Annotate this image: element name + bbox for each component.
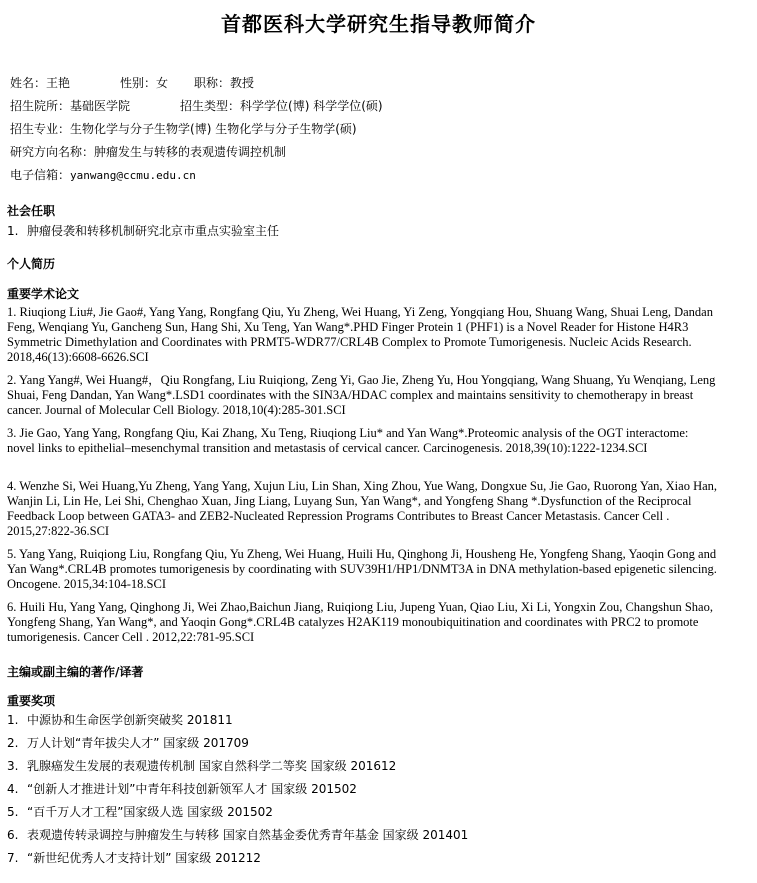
papers-heading: 重要学术论文	[7, 287, 80, 301]
award-item	[7, 734, 249, 751]
award-item-text: 乳腺癌发生发展的表观遗传机制 国家自然科学二等奖 国家级 201612	[27, 759, 397, 773]
award-item-text: “创新人才推进计划”中青年科技创新领军人才 国家级 201502	[27, 782, 357, 796]
social-heading: 社会任职	[7, 204, 56, 218]
award-item-text: “新世纪优秀人才支持计划” 国家级 201212	[27, 851, 261, 865]
award-item-text: “百千万人才工程”国家级人选 国家级 201502	[27, 805, 273, 819]
info-row-school	[10, 97, 383, 114]
major-label: 招生专业：	[10, 122, 71, 136]
info-row-basic	[10, 74, 254, 91]
rank-label: 职称：	[194, 76, 231, 90]
award-item-text: 中源协和生命医学创新突破奖 201811	[27, 713, 233, 727]
paper-item: 5. Yang Yang, Ruiqiong Liu, Rongfang Qiu, Yu Zheng, Wei Huang, Huili Hu, Qinghong Ji, Housheng He, Yongfeng Shang, Yaoqin Gong and Yan Wang*.CRL4B promotes tumorigenesis by coordinating with SUV39H1/HP1/DNMT3A in DNA methylation-based epigenetic silencing. Oncogene. 2015,34:104-18.SCI	[7, 547, 717, 591]
award-item	[7, 849, 261, 866]
award-item-number: 4.	[7, 782, 19, 796]
social-item	[7, 222, 279, 239]
awards-heading: 重要奖项	[7, 694, 56, 708]
award-item-text: 万人计划“青年拔尖人才” 国家级 201709	[27, 736, 249, 750]
paper-item: 1. Riuqiong Liu#, Jie Gao#, Yang Yang, Rongfang Qiu, Yu Zheng, Wei Huang, Yi Zeng, Yongqiang Hou, Shuang Wang, Shuai Leng, Dandan Feng, Wenqiang Yu, Gancheng Sun, Hang Shi, Xu Teng, Yan Wang*.PHD Finger Protein 1 (PHF1) is a Novel Reader for Histone H4R3 Symmetric Dimethylation and Coordinates with PRMT5-WDR77/CRL4B Complex to Promote Tumorigenesis. Nucleic Acids Research. 2018,46(13):6608-6626.SCI	[7, 305, 713, 364]
award-item-number: 2.	[7, 736, 19, 750]
award-item-text: 表观遗传转录调控与肿瘤发生与转移 国家自然基金委优秀青年基金 国家级 201401	[27, 828, 469, 842]
major-value: 生物化学与分子生物学(博) 生物化学与分子生物学(硕)	[70, 122, 357, 136]
award-item	[7, 757, 396, 774]
direction-label: 研究方向名称：	[10, 145, 95, 159]
name-label: 姓名：	[10, 76, 47, 90]
info-row-direction	[10, 143, 286, 160]
award-item-number: 5.	[7, 805, 19, 819]
award-item	[7, 826, 468, 843]
award-item	[7, 803, 273, 820]
paper-item: 6. Huili Hu, Yang Yang, Qinghong Ji, Wei Zhao,Baichun Jiang, Ruiqiong Liu, Jupeng Yuan, Qiao Liu, Xi Li, Yongxin Zou, Changshun Shao, Yongfeng Shang, Yan Wang*, and Yaoqin Gong*.CRL4B catalyzes H2AK119 monoubiquitination and coordinates with PRC2 to promote tumorigenesis. Cancer Cell . 2012,22:781-95.SCI	[7, 600, 713, 644]
award-item	[7, 780, 357, 797]
social-item-text: 肿瘤侵袭和转移机制研究北京市重点实验室主任	[27, 224, 280, 238]
info-row-major	[10, 120, 357, 137]
books-heading: 主编或副主编的著作/译著	[7, 665, 144, 679]
paper-item: 3. Jie Gao, Yang Yang, Rongfang Qiu, Kai Zhang, Xu Teng, Riuqiong Liu* and Yan Wang*.Proteomic analysis of the OGT interactome: novel links to epithelial–mesenchymal transition and metastasis of cervical cancer. Carcinogenesis. 2018,39(10):1222-1234.SCI	[7, 426, 689, 455]
gender-value: 女	[156, 76, 169, 90]
gender-label: 性别：	[120, 76, 157, 90]
type-label: 招生类型：	[180, 99, 241, 113]
paper-item: 4. Wenzhe Si, Wei Huang,Yu Zheng, Yang Yang, Xujun Liu, Lin Shan, Xing Zhou, Yue Wang, Dongxue Su, Jie Gao, Ruorong Yan, Xiao Han, Wanjin Li, Lin He, Lei Shi, Chenghao Xuan, Jing Liang, Luyang Sun, Yan Wang*, and Yongfeng Shang *.Dysfunction of the Reciprocal Feedback Loop between GATA3- and ZEB2-Nucleated Repression Programs Contributes to Breast Cancer Metastasis. Cancer Cell . 2015,27:822-36.SCI	[7, 479, 718, 538]
direction-value: 肿瘤发生与转移的表观遗传调控机制	[94, 145, 287, 159]
award-item	[7, 711, 233, 728]
info-row-email	[10, 166, 196, 183]
award-item-number: 7.	[7, 851, 19, 865]
award-item-number: 3.	[7, 759, 19, 773]
page-title: 首都医科大学研究生指导教师简介	[221, 12, 536, 36]
type-value: 科学学位(博) 科学学位(硕)	[240, 99, 383, 113]
name-value: 王艳	[46, 76, 71, 90]
email-value: yanwang@ccmu.edu.cn	[70, 169, 196, 182]
award-item-number: 1.	[7, 713, 19, 727]
school-label: 招生院所：	[10, 99, 71, 113]
social-item-number: 1.	[7, 224, 19, 238]
award-item-number: 6.	[7, 828, 19, 842]
resume-heading: 个人简历	[7, 257, 56, 271]
email-label: 电子信箱：	[10, 168, 71, 182]
paper-item: 2. Yang Yang#, Wei Huang#，Qiu Rongfang, Liu Ruiqiong, Zeng Yi, Gao Jie, Zheng Yu, Hou Yongqiang, Wang Shuang, Yu Wenqiang, Leng Shuai, Feng Dandan, Yan Wang*.LSD1 coordinates with the SIN3A/HDAC complex and maintains sensitivity to chemotherapy in breast cancer. Journal of Molecular Cell Biology. 2018,10(4):285-301.SCI	[7, 373, 716, 417]
school-value: 基础医学院	[70, 99, 131, 113]
rank-value: 教授	[230, 76, 255, 90]
